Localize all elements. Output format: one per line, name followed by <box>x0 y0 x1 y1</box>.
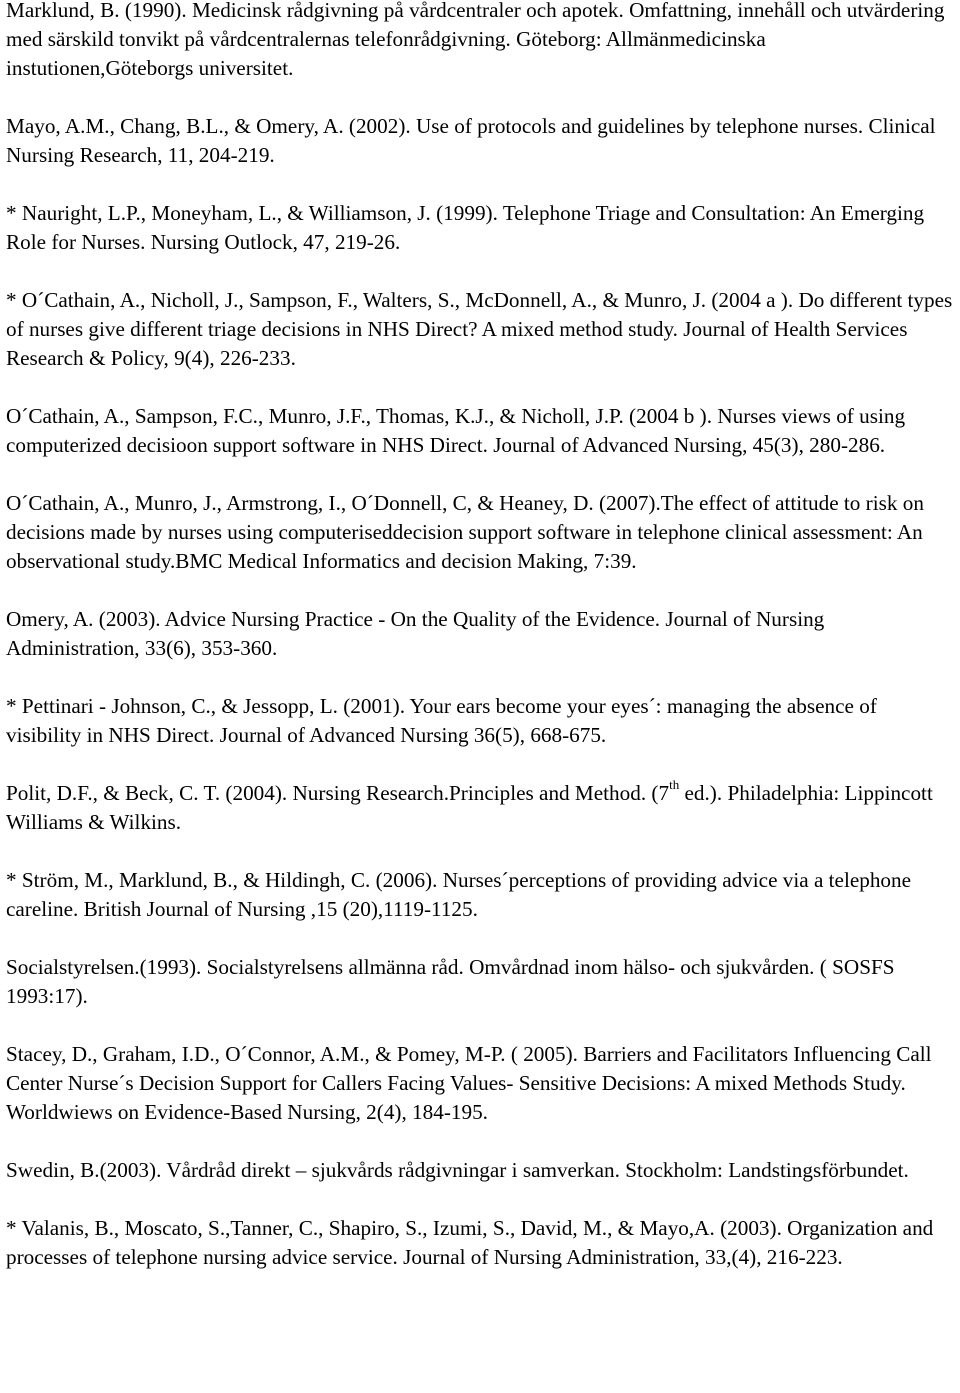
reference-strom-2006: * Ström, M., Marklund, B., & Hildingh, C. (2006). Nurses´perceptions of providing advice via a telephone careline. British Journal of Nursing ,15 (20),1119-1125. <box>6 868 912 921</box>
reference-ocathain-2004b: O´Cathain, A., Sampson, F.C., Munro, J.F., Thomas, K.J., & Nicholl, J.P. (2004 b ). Nurses views of using computerized decisioon support software in NHS Direct. Journal of Advanced Nursing, 45(3), 280-286. <box>6 404 906 457</box>
reference-mayo-2002: Mayo, A.M., Chang, B.L., & Omery, A. (2002). Use of protocols and guidelines by telephone nurses. Clinical Nursing Research, 11, 204-219. <box>6 114 936 167</box>
reference-stacey-2005: Stacey, D., Graham, I.D., O´Connor, A.M., & Pomey, M-P. ( 2005). Barriers and Facilitators Influencing Call Center Nurse´s Decision Support for Callers Facing Values- Sensitive Decisions: A mixed Methods Study. Worldwiews on Evidence-Based Nursing, 2(4), 184-195. <box>6 1042 932 1124</box>
reference-swedin-2003: Swedin, B.(2003). Vårdråd direkt – sjukvårds rådgivningar i samverkan. Stockholm: Landstingsförbundet. <box>6 1158 909 1182</box>
reference-ocathain-2004a: * O´Cathain, A., Nicholl, J., Sampson, F., Walters, S., McDonnell, A., & Munro, J. (2004 a ). Do different types of nurses give different triage decisions in NHS Direct? A mixed method study. Journal of Health Services Research & Policy, 9(4), 226-233. <box>6 288 953 370</box>
edition-superscript: th <box>669 776 680 792</box>
reference-polit-text-before: Polit, D.F., & Beck, C. T. (2004). Nursing Research.Principles and Method. (7 <box>6 781 670 805</box>
reference-pettinari-2001: * Pettinari - Johnson, C., & Jessopp, L. (2001). Your ears become your eyes´: managing the absence of visibility in NHS Direct. Journal of Advanced Nursing 36(5), 668-675. <box>6 694 877 747</box>
reference-socialstyrelsen-1993: Socialstyrelsen.(1993). Socialstyrelsens allmänna råd. Omvårdnad inom hälso- och sjukvården. ( SOSFS 1993:17). <box>6 955 895 1008</box>
reference-marklund-1990: Marklund, B. (1990). Medicinsk rådgivning på vårdcentraler och apotek. Omfattning, innehåll och utvärdering med särskild tonvikt på vårdcentralernas telefonrådgivning. Göteborg: Allmänmedicinska instutionen,Göteborgs universitet. <box>6 0 945 80</box>
reference-omery-2003: Omery, A. (2003). Advice Nursing Practice - On the Quality of the Evidence. Journal of Nursing Administration, 33(6), 353-360. <box>6 607 825 660</box>
reference-polit-2004 <box>6 776 956 837</box>
reference-polit-text-after: ed.). Philadelphia: Lippincott Williams & Wilkins. <box>6 781 933 834</box>
reference-nauright-1999: * Nauright, L.P., Moneyham, L., & Williamson, J. (1999). Telephone Triage and Consultation: An Emerging Role for Nurses. Nursing Outlock, 47, 219-26. <box>6 201 925 254</box>
reference-valanis-2003: * Valanis, B., Moscato, S.,Tanner, C., Shapiro, S., Izumi, S., David, M., & Mayo,A. (2003). Organization and processes of telephone nursing advice service. Journal of Nursing Administration, 33,(4), 216-223. <box>6 1216 934 1269</box>
reference-ocathain-2007: O´Cathain, A., Munro, J., Armstrong, I., O´Donnell, C, & Heaney, D. (2007).The effect of attitude to risk on decisions made by nurses using computeriseddecision support software in telephone clinical assessment: An observational study.BMC Medical Informatics and decision Making, 7:39. <box>6 491 924 573</box>
reference-list <box>6 0 956 1301</box>
